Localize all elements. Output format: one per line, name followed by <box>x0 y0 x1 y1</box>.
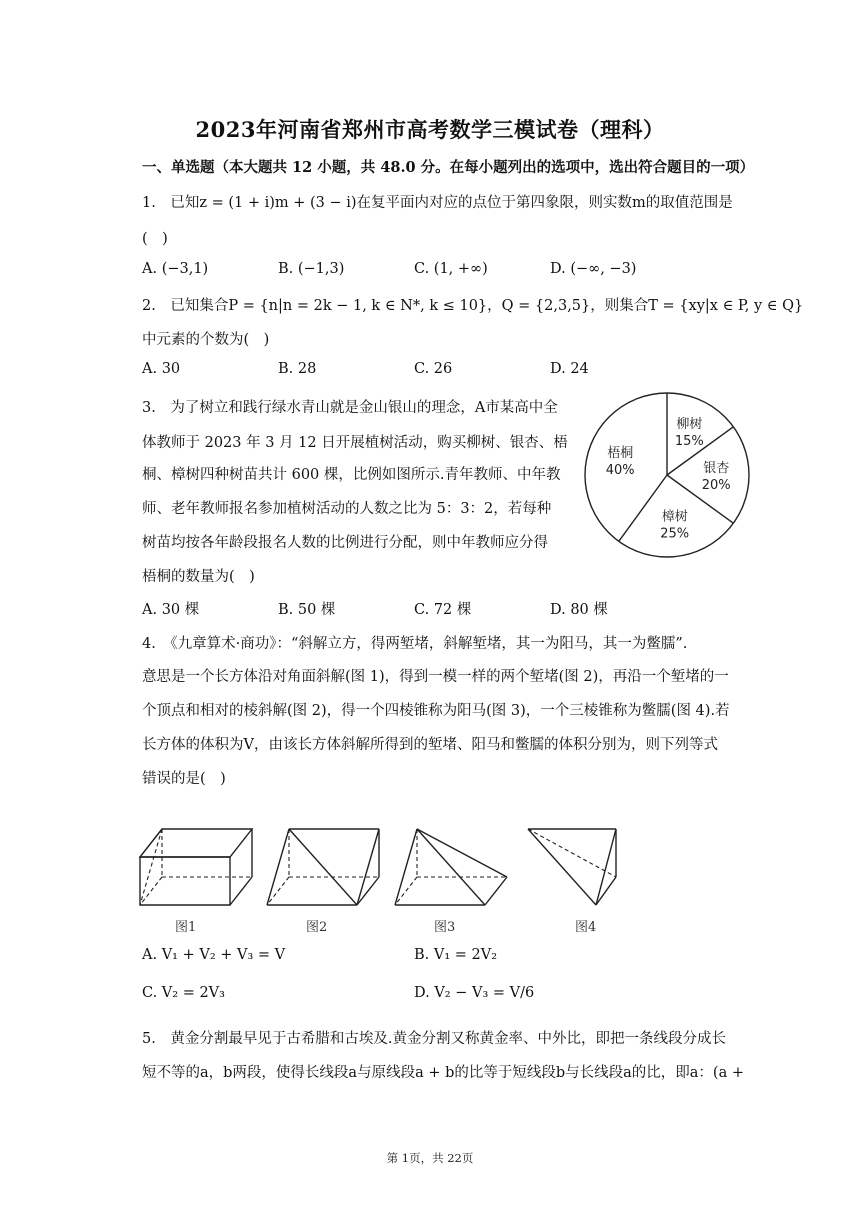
q4-line: 长方体的体积为V，由该长方体斜解所得到的堑堵、阳马和鳖臑的体积分别为，则下列等式 <box>142 737 718 753</box>
q3-line: 树苗均按各年龄段报名人数的比例进行分配，则中年教师应分得 <box>142 535 548 551</box>
q3-line: 桐、樟树四种树苗共计 600 棵，比例如图所示.青年教师、中年教 <box>142 467 561 483</box>
figure-3-label: 图3 <box>434 920 456 935</box>
figure-2-prism <box>265 825 390 910</box>
q3-line: 3. 为了树立和践行绿水青山就是金山银山的理念，A市某高中全 <box>142 400 558 416</box>
q1-option-d: D. (−∞, −3) <box>550 261 637 277</box>
pie-percent-label: 20% <box>701 478 731 493</box>
q4-option-d: D. V₂ − V₃ = V/6 <box>414 985 535 1001</box>
q4-line: 个顶点和相对的棱斜解(图 2)，得一个四棱锥称为阳马(图 3)，一个三棱锥称为鳖臑(图 4).若 <box>142 703 730 719</box>
pie-category-label: 柳树 <box>676 417 703 433</box>
q3-option-d: D. 80 棵 <box>550 602 608 618</box>
section-heading: 一、单选题（本大题共 12 小题，共 48.0 分。在每小题列出的选项中，选出符合题目的一项） <box>142 159 755 176</box>
pie-percent-label: 25% <box>660 526 690 542</box>
page-footer: 第 1页，共 22页 <box>386 1151 474 1165</box>
q3-line: 师、老年教师报名参加植树活动的人数之比为 5：3：2，若每种 <box>142 501 552 517</box>
q4-option-a: A. V₁ + V₂ + V₃ = V <box>142 947 286 963</box>
tree-ratio-pie-chart <box>582 390 752 560</box>
q2-line2: 中元素的个数为( ) <box>142 332 270 348</box>
q1-line1: 1. 已知z = (1 + i)m + (3 − i)在复平面内对应的点位于第四象限，则实数m的取值范围是 <box>142 195 733 211</box>
q2-option-a: A. 30 <box>142 361 181 377</box>
q4-option-b: B. V₁ = 2V₂ <box>414 947 498 963</box>
q5-line: 短不等的a，b两段，使得长线段a与原线段a + b的比等于短线段b与长线段a的比，即a：(a + <box>142 1065 744 1081</box>
q1-option-c: C. (1, +∞) <box>414 261 488 277</box>
pie-category-label: 银杏 <box>703 461 730 476</box>
q4-line: 意思是一个长方体沿对角面斜解(图 1)，得到一模一样的两个堑堵(图 2)，再沿一个堑堵的一 <box>142 669 729 685</box>
pie-percent-label: 15% <box>674 434 704 450</box>
q4-option-c: C. V₂ = 2V₃ <box>142 985 225 1001</box>
figure-4-label: 图4 <box>575 920 597 935</box>
pie-percent-label: 40% <box>605 462 635 478</box>
q1-option-a: A. (−3,1) <box>142 261 209 277</box>
q4-line: 错误的是( ) <box>142 771 226 787</box>
figure-1-label: 图1 <box>175 920 197 935</box>
q2-option-c: C. 26 <box>414 361 453 377</box>
figure-1-cuboid <box>138 825 263 910</box>
q3-option-c: C. 72 棵 <box>414 602 472 618</box>
q2-option-d: D. 24 <box>550 361 589 377</box>
figure-3-pyramid <box>393 825 518 910</box>
q3-option-b: B. 50 棵 <box>278 602 336 618</box>
page-title: 2023年河南省郑州市高考数学三模试卷（理科） <box>195 117 665 142</box>
q2-option-b: B. 28 <box>278 361 317 377</box>
q5-line: 5. 黄金分割最早见于古希腊和古埃及.黄金分割又称黄金率、中外比，即把一条线段分成长 <box>142 1031 726 1047</box>
figure-2-label: 图2 <box>306 920 328 935</box>
pie-category-label: 梧桐 <box>607 445 634 461</box>
q3-line: 梧桐的数量为( ) <box>142 569 255 585</box>
q4-line: 4. 《九章算术·商功》：“斜解立方，得两堑堵，斜解堑堵，其一为阳马，其一为鳖臑”. <box>142 636 688 652</box>
q1-option-b: B. (−1,3) <box>278 261 345 277</box>
q3-option-a: A. 30 棵 <box>142 602 200 618</box>
pie-category-label: 樟树 <box>661 509 688 525</box>
figure-4-tetrahedron <box>524 825 624 910</box>
q3-line: 体教师于 2023 年 3 月 12 日开展植树活动，购买柳树、银杏、梧 <box>142 435 568 451</box>
q1-line2: ( ) <box>142 231 168 247</box>
q2-line1: 2. 已知集合P = {n|n = 2k − 1, k ∈ N*, k ≤ 10}，Q = {2,3,5}，则集合T = {xy|x ∈ P, y ∈ Q} <box>142 298 804 314</box>
